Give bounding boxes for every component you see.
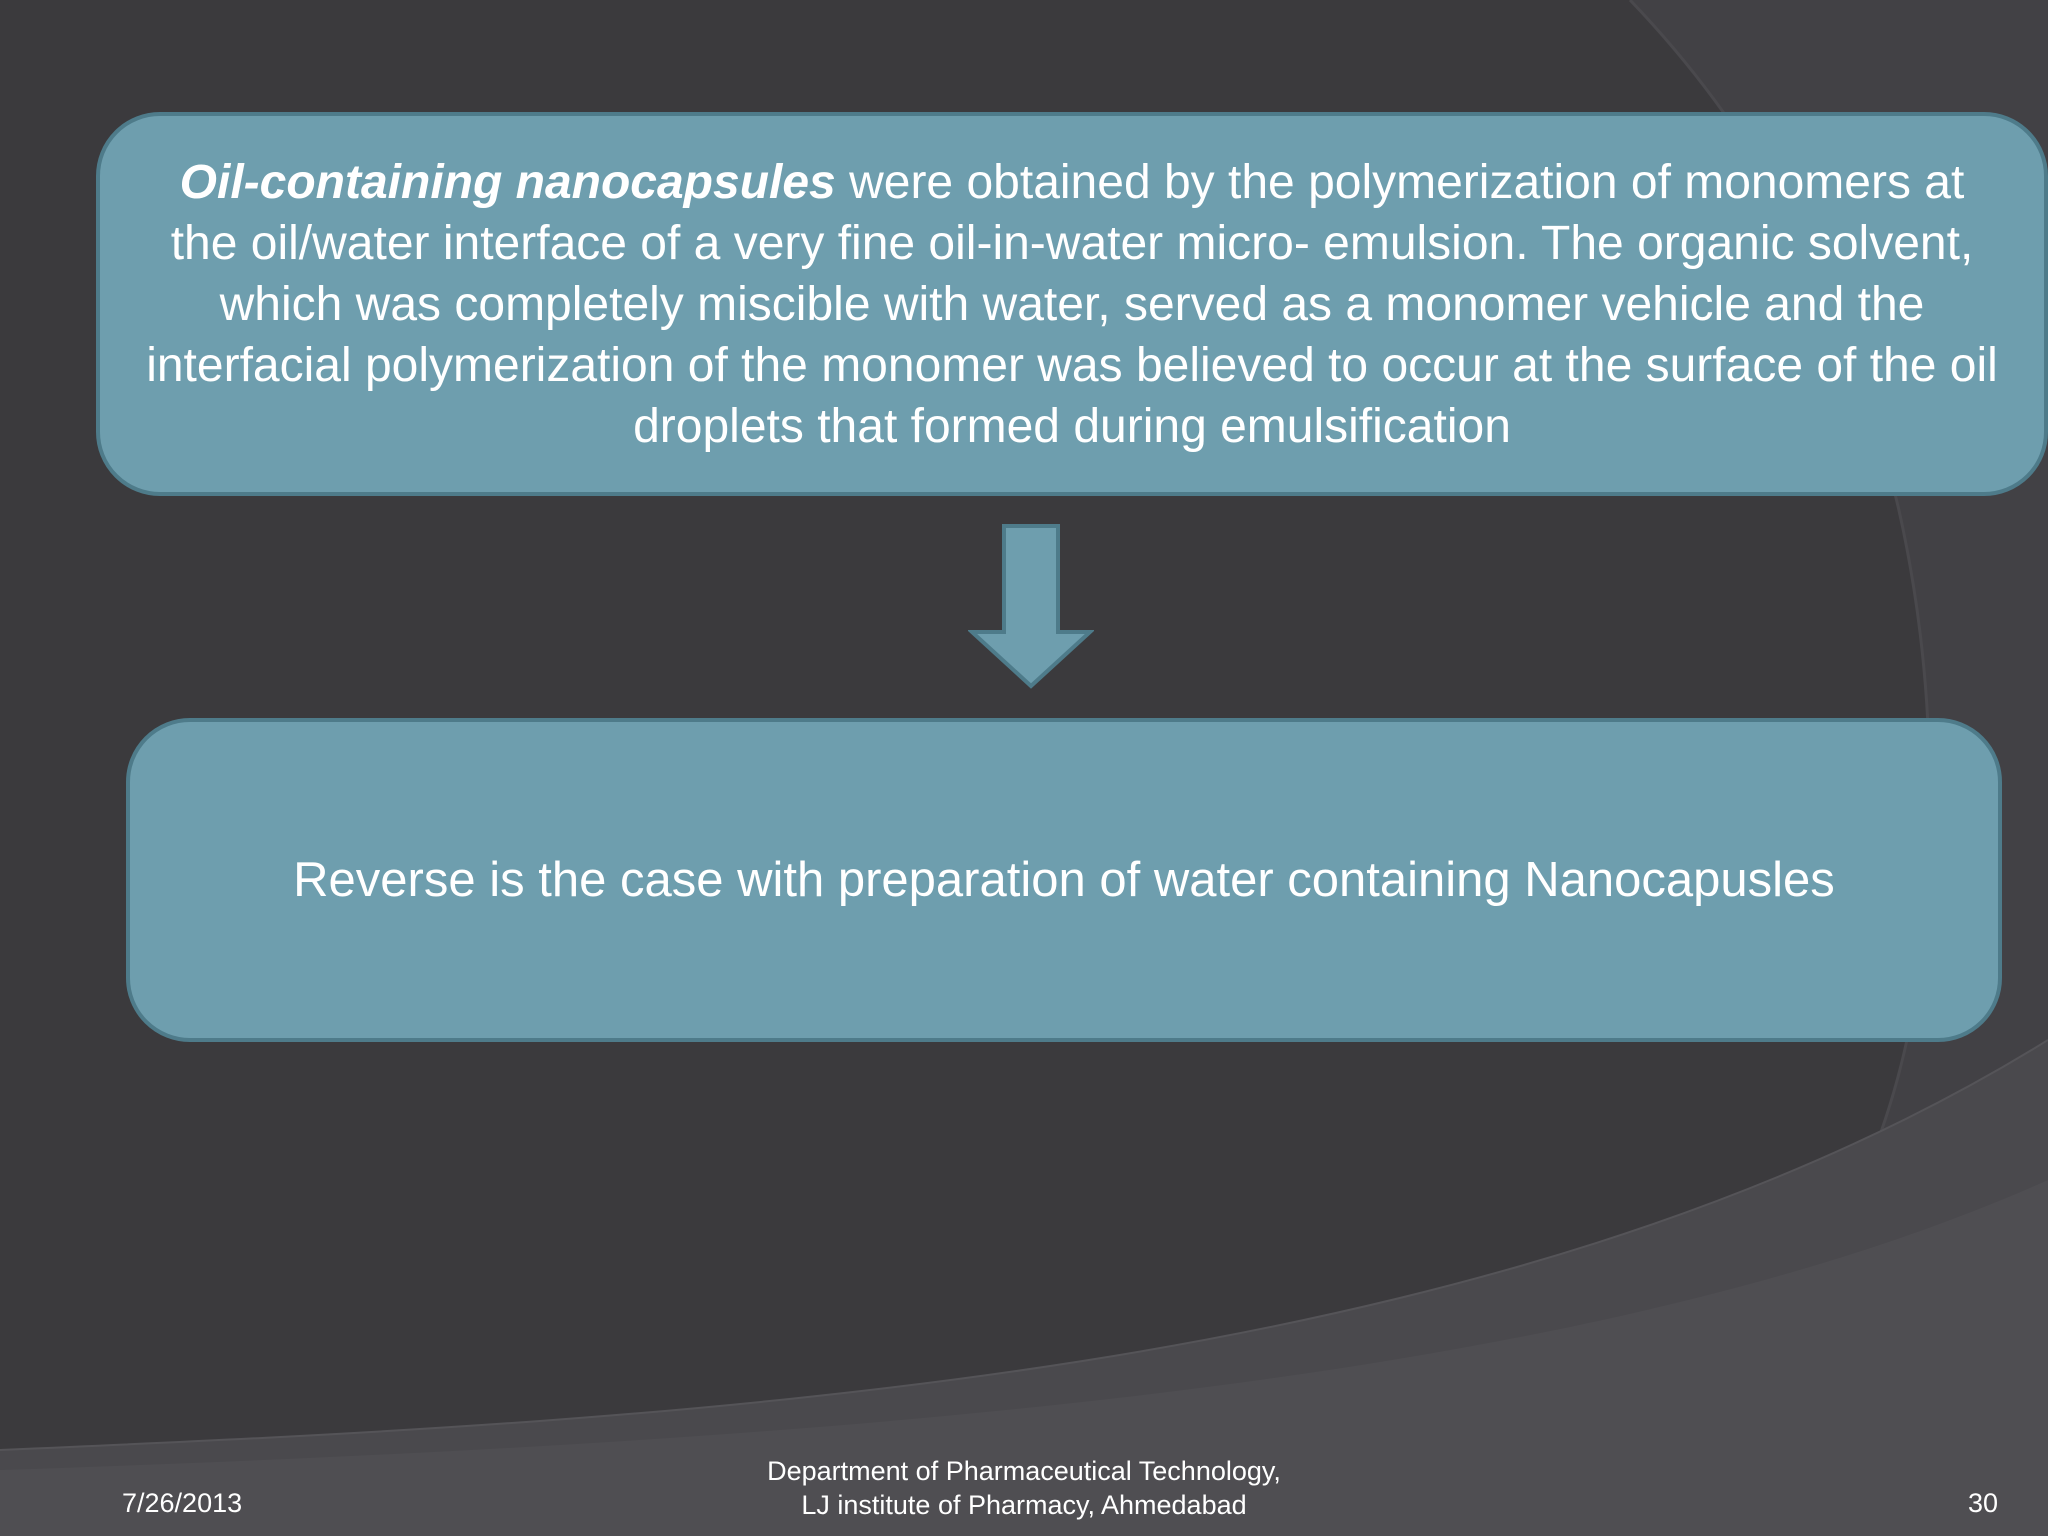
- footer-department-line2: LJ institute of Pharmacy, Ahmedabad: [801, 1490, 1247, 1520]
- main-emphasis: Oil-containing nanocapsules: [179, 155, 836, 209]
- main-text-box: [96, 112, 2048, 496]
- footer-department: [724, 1454, 1324, 1522]
- footer-page-number: 30: [1967, 1488, 1998, 1518]
- down-arrow-icon: [968, 524, 1094, 690]
- footer-date: 7/26/2013: [122, 1488, 243, 1518]
- main-paragraph: [140, 152, 2004, 457]
- result-text: Reverse is the case with preparation of water containing Nanocapusles: [293, 853, 1835, 907]
- result-text-box: [126, 718, 2002, 1042]
- footer-department-line1: Department of Pharmaceutical Technology,: [767, 1456, 1281, 1486]
- main-text: were obtained by the polymerization of monomers at the oil/water interface of a very fine oil-in-water micro- emulsion. The organic solvent, which was completely miscible with water, served as a monomer vehicle and the interfacial polymerization of the monomer was believed to occur at the surface of the oil droplets that formed during emulsification: [146, 155, 1998, 453]
